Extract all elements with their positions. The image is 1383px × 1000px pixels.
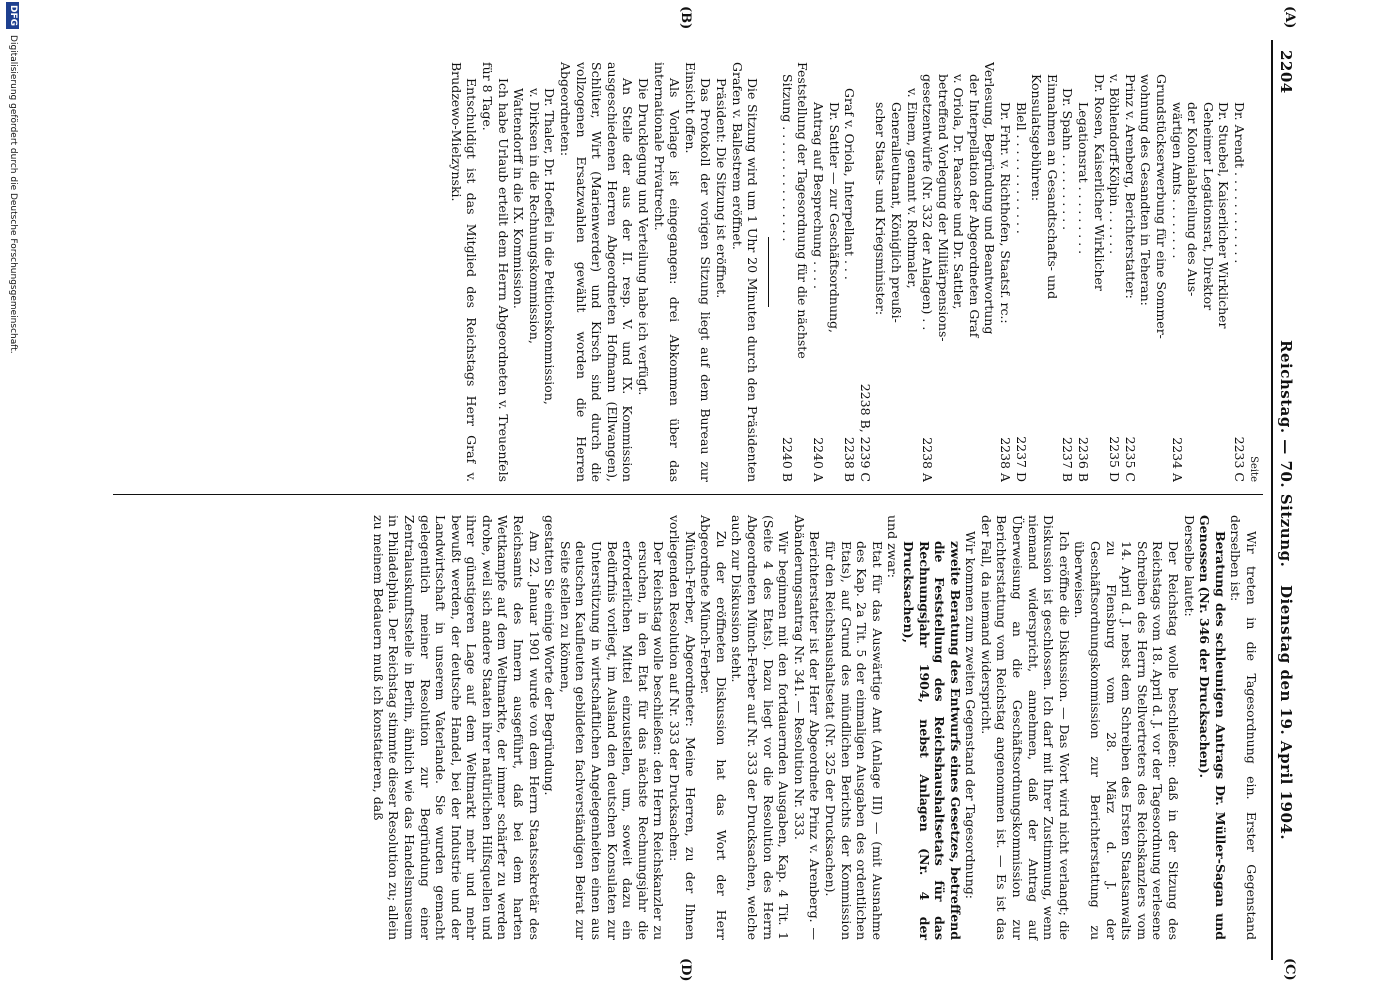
toc-row [966, 62, 982, 482]
body-paragraph: Zu der eröffneten Diskussion hat das Wort der Herr Abgeordnete Münch-Ferber. [698, 515, 729, 940]
toc-entry-text: Grundstückserwerbung für eine Sommer- [1154, 74, 1170, 339]
body-paragraph: Die Drucklegung und Verteilung habe ich verfügt. [636, 78, 652, 396]
body-paragraph: An Stelle der aus der II. resp. V. und IX. Kommission ausgeschiedenen Herren Abgeordneten Hofmann (Ellwangen), Schlüter, Wirt (Marienwerder) und Kirsch sind durch die vollzogenen Ersatzwahlen gewählt worden die Herren Abgeordneten: [558, 62, 636, 482]
toc-entry-text: Graf v. Oriola, Interpellant . . . [842, 88, 858, 280]
toc-row [1091, 62, 1107, 482]
toc-row [1029, 62, 1045, 482]
toc-entry-text: v. Böhlendorff-Kölpin . . . . . . [1107, 74, 1123, 255]
body-paragraph: Der Reichstag wolle beschließen: daß in der Sitzung des Reichstags vom 18. April d. J. vor der Tagesordnung verlesene Schreiben des Herrn Stellvertreters des Reichskanzlers vom 14. April d. J. nebst dem Schreiben des Ersten Staatsanwalts zu Flensburg vom 28. März d. J. der Geschäftsordnungskommission zur Berichterstattung zu überweisen. [1072, 541, 1182, 940]
body-paragraph: gestatten Sie einige Worte der Begründung. [542, 515, 558, 796]
body-paragraph: Das Protokoll der vorigen Sitzung liegt auf dem Bureau zur Einsicht offen. [682, 62, 714, 482]
toc-row [873, 62, 889, 482]
toc-entry-text: Dr. Stuebel, Kaiserlicher Wirklicher [1216, 102, 1232, 329]
toc-entry-text: Legationsrat . . . . . . . . . [1076, 102, 1092, 255]
toc-entry-text: v. Einem, genannt v. Rothmaler, [904, 88, 920, 289]
body-paragraph: und zwar: [885, 515, 901, 579]
body-paragraph: Der Reichstag wolle beschließen: den Herrn Reichskanzler zu ersuchen, in den Etat für das nächste Rechnungsjahr die erforderlichen Mittel einzustellen, um, soweit dazu ein Bedürfnis vorliegt, im Ausland den deutschen Konsulaten zur Unterstützung in wirtschaftlichen Angelegenheiten einen aus deutschen Kaufleuten gebildeten fachverständigen Beirat zur Seite stellen zu können, [557, 541, 667, 940]
credit-text: Digitalisierung gefördert durch die Deutsche Forschungsgemeinschaft. [8, 35, 18, 354]
toc-page-ref: 2240 A [810, 433, 826, 482]
session-date: Dienstag den 19. April 1904. [1277, 585, 1295, 841]
toc-entry-text: der Interpellation der Abgeordneten Graf [966, 74, 982, 338]
toc-row [998, 62, 1014, 482]
toc-entry-text: gesetzentwürfe (Nr. 332 der Anlagen) . . [920, 74, 936, 331]
toc-entry-text: Konsulatsgebühren: [1029, 74, 1045, 202]
toc-entry-text: Blell . . . . . . . . . . . . . [1013, 102, 1029, 234]
body-paragraph: Berichterstatter ist der Herr Abgeordnete Prinz v. Arenberg. — Abänderungsantrag Nr. 341. — Resolution Nr. 333. [791, 515, 823, 940]
toc-entry-text: betreffend Vorlegung der Militärpensions- [935, 74, 951, 342]
table-of-contents [779, 62, 1247, 482]
toc-page-ref: 2238 B [842, 433, 858, 482]
body-paragraph: Wattendorff in die IX. Kommission. [511, 88, 527, 309]
toc-seite-label: Seite [1248, 456, 1259, 482]
toc-row [1060, 62, 1076, 482]
toc-entry-text: Prinz v. Arenberg, Berichterstatter: [1122, 74, 1138, 299]
body-paragraph: Die Sitzung wird um 1 Uhr 20 Minuten durch den Präsidenten Grafen v. Ballestrem eröffnet. [729, 62, 761, 482]
toc-row [826, 62, 842, 482]
toc-row [1153, 62, 1169, 482]
toc-row [1122, 62, 1138, 482]
toc-entry-text: wärtigen Amts . . . . . . . . [1169, 102, 1185, 259]
toc-page-ref: 2238 B, 2239 C [857, 380, 873, 482]
toc-entry-text: v. Oriola, Dr. Paasche und Dr. Sattler, [951, 74, 967, 310]
toc-row [982, 62, 998, 482]
body-paragraph: Am 22. Januar 1901 wurde von dem Herrn Staatssekretär des Reichsamts des Innern ausgeführt, daß bei dem harten Wettkampfe auf dem Weltmarkte, der immer schärfer zu werden drohe, weil sich andere Staaten ihrer natürlichen Hilfsquellen und ihrer günstigeren Lage auf dem Weltmarkt mehr und mehr bewußt werden, der deutsche Handel, bei der Industrie und der Landwirtschaft in unserem Vaterlande. Sie wurden gemacht gelegentlich meiner Resolution zur Begründung einer Zentralauskunftsstelle in Berlin, ähnlich wie das Handelsmuseum in Philadelphia. Der Reichstag stimmte dieser Resolution zu; allein zu meinem Bedauern muß ich konstatieren, daß [370, 515, 542, 940]
toc-entry-text: Dr. Arendt . . . . . . . . . . . . [1232, 102, 1247, 264]
body-paragraph: zweite Beratung des Entwurfs eines Gesetzes, betreffend die Feststellung des Reichshaushaltsetats für das Rechnungsjahr 1904, nebst Anlagen (Nr. 4 der Drucksachen), [900, 541, 963, 940]
body-paragraph: Wir kommen zum zweiten Gegenstand der Tagesordnung: [963, 531, 979, 899]
toc-row [951, 62, 967, 482]
toc-row [1138, 62, 1154, 482]
margin-marker-d: (D) [678, 958, 693, 982]
toc-row [1185, 62, 1201, 482]
toc-row [888, 62, 904, 482]
toc-page-ref: 2238 A [998, 433, 1014, 482]
body-paragraph: Entschuldigt ist das Mitglied des Reichstags Herr Graf v. Brudzewo-Mielzynski. [448, 62, 480, 482]
running-title: Reichstag. — 70. Sitzung. [1277, 340, 1295, 568]
body-paragraph: Als Vorlage ist eingegangen: drei Abkommen über das internationale Privatrecht. [651, 62, 683, 482]
toc-row [779, 62, 795, 482]
column-divider [113, 494, 1263, 495]
toc-row [1169, 62, 1185, 482]
toc-entry-text: scher Staats- und Kriegsminister: [873, 102, 889, 316]
body-paragraph: Etat für das Auswärtige Amt (Anlage III) — (mit Ausnahme des Kap. 2a Tit. 5 der einmaligen Ausgaben des ordentlichen Etats), auf Grund des mündlichen Berichts der Kommission für den Reichshaushaltsetat (Nr. 325 der Drucksachen). [822, 541, 885, 940]
toc-page-ref: 2234 A [1169, 433, 1185, 482]
toc-row [1013, 62, 1029, 482]
toc-entry-text: Dr. Spahn . . . . . . . . . . [1060, 88, 1076, 231]
toc-row [1216, 62, 1232, 482]
toc-row [1075, 62, 1091, 482]
toc-row [810, 62, 826, 482]
left-column [119, 62, 1259, 482]
toc-entry-text: Antrag auf Besprechung . . . . [810, 102, 826, 289]
toc-entry-text: Dr. Sattler — zur Geschäftsordnung, [826, 102, 842, 334]
toc-page-ref: 2238 A [920, 433, 936, 482]
body-paragraph: Wir beginnen mit den fortdauernden Ausgaben, Kap. 4 Tit. 1 (Seite 4 des Etats). Dazu liegt vor die Resolution des Herrn Abgeordneten Münch-Ferber auf Nr. 333 der Drucksachen, welche auch zur Diskussion steht. [729, 515, 792, 940]
toc-row [795, 62, 811, 482]
toc-page-ref: 2237 D [1013, 432, 1029, 482]
toc-page-ref: 2237 B [1060, 433, 1076, 482]
toc-row [935, 62, 951, 482]
right-body-text [370, 515, 1259, 940]
toc-entry-text: Feststellung der Tagesordnung für die nächste [795, 62, 811, 359]
toc-page-ref: 2235 C [1122, 433, 1138, 482]
toc-entry-text: Geheimer Legationsrat, Direktor [1200, 102, 1216, 311]
body-paragraph: Dr. Thaler, Dr. Hoeffel in die Petitionskommission, [542, 88, 558, 405]
body-paragraph: Wir treten in die Tagesordnung ein. Erster Gegenstand derselben ist: [1228, 515, 1259, 940]
toc-entry-text: wohnung des Gesandten in Teheran: [1138, 74, 1154, 306]
body-paragraph: Beratung des schleunigen Antrags Dr. Müller-Sagan und Genossen (Nr. 346 der Drucksachen). [1197, 515, 1228, 940]
toc-entry-text: Einnahmen an Gesandtschafts- und [1044, 74, 1060, 300]
toc-row [920, 62, 936, 482]
toc-page-ref: 2235 D [1107, 432, 1123, 482]
toc-page-ref: 2236 B [1075, 433, 1091, 482]
body-paragraph: v. Dirksen in die Rechnungskommission, [526, 88, 542, 344]
dfg-logo: DFG [6, 2, 19, 29]
toc-entry-text: Dr. Frhr. v. Richthofen, Staatsf. rc.: [998, 102, 1014, 324]
toc-entry-text: der Kolonialabteilung des Aus- [1185, 102, 1201, 297]
left-body-text [448, 62, 760, 482]
toc-row [1044, 62, 1060, 482]
body-paragraph: Präsident: Die Sitzung ist eröffnet. [714, 78, 729, 299]
body-paragraph: Münch-Ferber, Abgeordneter: Meine Herren, zu der Ihnen vorliegenden Resolution auf Nr. 333 der Drucksachen: [667, 515, 698, 940]
page-header [1273, 40, 1295, 960]
section-divider [768, 237, 769, 307]
toc-row [1107, 62, 1123, 482]
toc-entry-text: Generalleutnant, Königlich preußi- [888, 102, 904, 323]
body-paragraph: Ich habe Urlaub erteilt dem Herrn Abgeordneten v. Treuenfels für 8 Tage. [480, 62, 511, 482]
margin-marker-c: (C) [1282, 958, 1297, 981]
header-rule [1271, 40, 1273, 960]
footer-credit [3, 0, 23, 1000]
toc-page-ref: 2233 C [1231, 433, 1247, 482]
margin-marker-b: (B) [678, 6, 693, 30]
toc-entry-text: Sitzung . . . . . . . . . . . . . . . [779, 74, 795, 242]
page-number: 2204 [1277, 50, 1295, 94]
toc-row [842, 62, 858, 482]
body-paragraph: Derselbe lautet: [1181, 515, 1197, 617]
toc-row [1231, 62, 1247, 482]
toc-row [1200, 62, 1216, 482]
body-paragraph: Ich eröffne die Diskussion. — Das Wort wird nicht verlangt; die Diskussion ist geschlossen. Ich darf mit Ihrer Zustimmung, wenn niemand widerspricht, annehmen, daß der Antrag auf Überweisung an die Geschäftsordnungskommission zur Berichterstattung vom Reichstag angenommen ist. — Es ist das der Fall, da niemand widerspricht. [978, 515, 1072, 940]
toc-entry-text: Dr. Rosen, Kaiserlicher Wirklicher [1091, 74, 1107, 291]
right-column [119, 515, 1259, 940]
margin-marker-a: (A) [1282, 6, 1297, 29]
toc-page-ref: 2240 B [779, 433, 795, 482]
toc-row [904, 62, 920, 482]
toc-row [857, 62, 873, 482]
toc-entry-text: Verlesung, Begründung und Beantwortung [982, 62, 998, 335]
